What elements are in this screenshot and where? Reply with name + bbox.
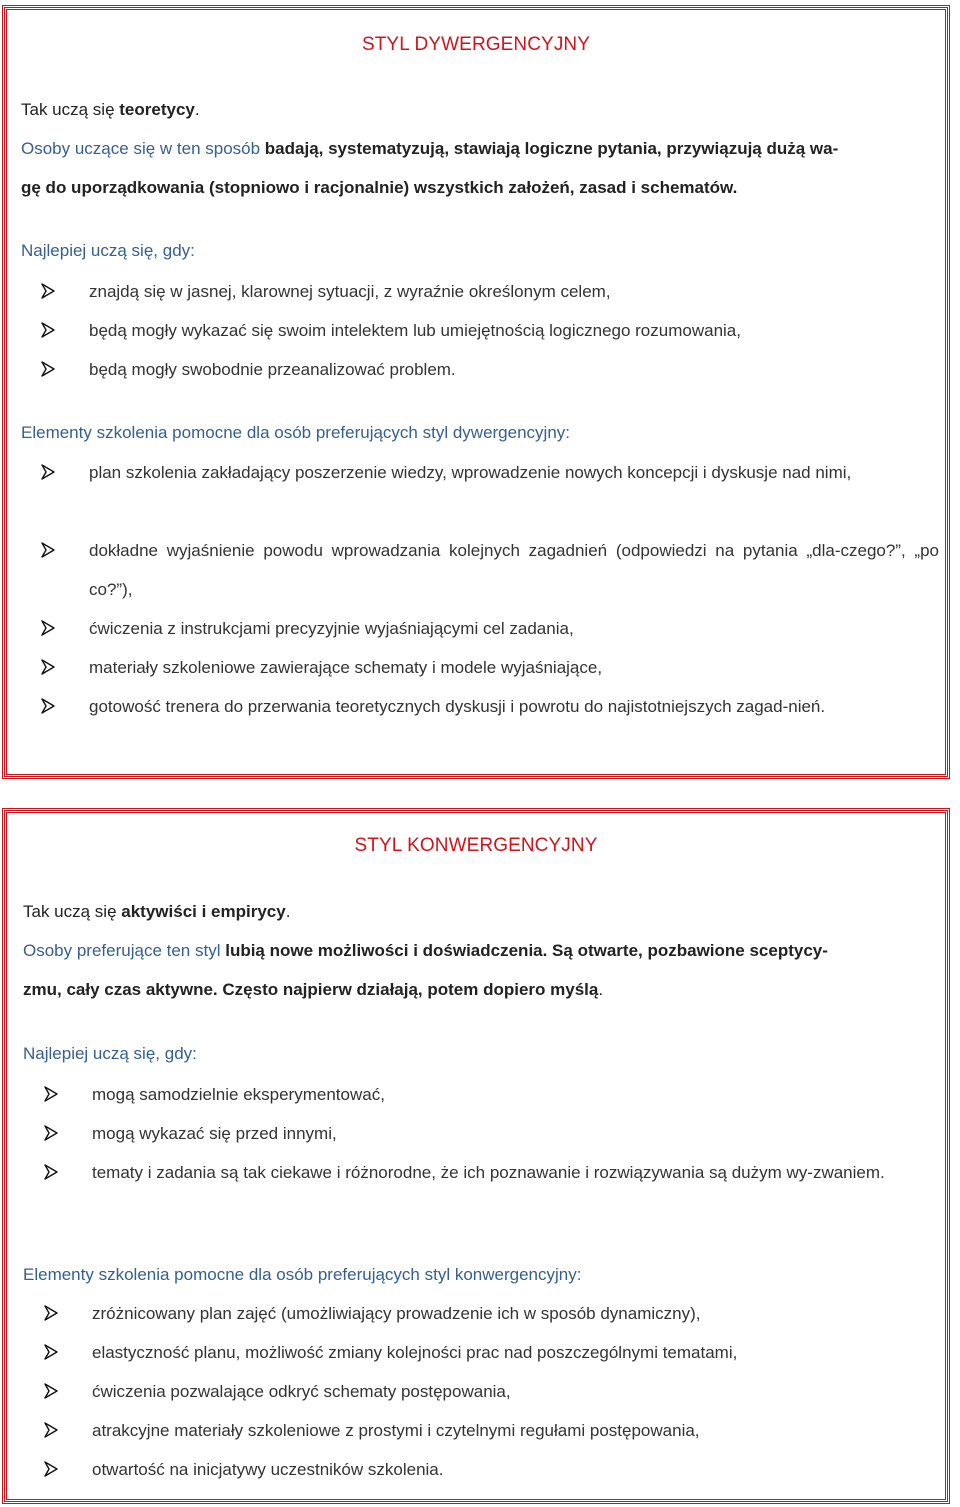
list-item: gotowość trenera do przerwania teoretycznych dyskusji i powrotu do najistotniejszych zagad-nień.: [89, 687, 939, 726]
list-item: ćwiczenia pozwalające odkryć schematy postępowania,: [92, 1372, 942, 1411]
divergent-title: STYL DYWERGENCYJNY: [361, 34, 591, 55]
list-item: znajdą się w jasnej, klarownej sytuacji, z wyraźnie określonym celem,: [89, 272, 939, 311]
list-item: tematy i zadania są tak ciekawe i różnorodne, że ich poznawanie i rozwiązywania są dużym wy-zwaniem.: [92, 1153, 942, 1192]
arrowhead-bullet-icon: [41, 453, 63, 492]
divergent-description-line2: gę do uporządkowania (stopniowo i racjonalnie) wszystkich założeń, zasad i schematów.: [21, 178, 738, 197]
list-item: mogą wykazać się przed innymi,: [92, 1114, 942, 1153]
list-item: otwartość na inicjatywy uczestników szkolenia.: [92, 1450, 942, 1489]
list-item: mogą samodzielnie eksperymentować,: [92, 1075, 942, 1114]
arrowhead-bullet-icon: [44, 1411, 66, 1450]
arrowhead-bullet-icon: [41, 609, 63, 648]
convergent-description-line1: Osoby preferujące ten styl lubią nowe możliwości i doświadczenia. Są otwarte, pozbawione sceptycy-: [23, 941, 828, 960]
arrowhead-bullet-icon: [44, 1372, 66, 1411]
convergent-elements-heading: Elementy szkolenia pomocne dla osób preferujących styl konwergencyjny:: [23, 1265, 582, 1284]
arrowhead-bullet-icon: [44, 1333, 66, 1372]
convergent-title: STYL KONWERGENCYJNY: [354, 835, 598, 856]
list-item: materiały szkoleniowe zawierające schematy i modele wyjaśniające,: [89, 648, 939, 687]
divergent-elements-heading: Elementy szkolenia pomocne dla osób preferujących styl dywergencyjny:: [21, 423, 570, 442]
arrowhead-bullet-icon: [41, 531, 63, 570]
divergent-style-box: [4, 7, 948, 777]
arrowhead-bullet-icon: [44, 1153, 66, 1192]
arrowhead-bullet-icon: [41, 272, 63, 311]
arrowhead-bullet-icon: [44, 1450, 66, 1489]
convergent-best-heading: Najlepiej uczą się, gdy:: [23, 1044, 197, 1063]
arrowhead-bullet-icon: [44, 1075, 66, 1114]
arrowhead-bullet-icon: [44, 1294, 66, 1333]
list-item: ćwiczenia z instrukcjami precyzyjnie wyjaśniającymi cel zadania,: [89, 609, 939, 648]
arrowhead-bullet-icon: [41, 311, 63, 350]
list-item: elastyczność planu, możliwość zmiany kolejności prac nad poszczególnymi tematami,: [92, 1333, 942, 1372]
list-item: plan szkolenia zakładający poszerzenie wiedzy, wprowadzenie nowych koncepcji i dyskusje nad nimi,: [89, 453, 939, 492]
convergent-description-line2: zmu, cały czas aktywne. Często najpierw działają, potem dopiero myślą.: [23, 980, 604, 999]
convergent-style-box: [4, 810, 948, 1502]
list-item: dokładne wyjaśnienie powodu wprowadzania kolejnych zagadnień (odpowiedzi na pytania „dla-czego?”, „po co?”),: [89, 531, 939, 609]
list-item: będą mogły wykazać się swoim intelektem lub umiejętnością logicznego rozumowania,: [89, 311, 939, 350]
convergent-learners: Tak uczą się aktywiści i empirycy.: [23, 902, 291, 921]
arrowhead-bullet-icon: [41, 648, 63, 687]
list-item: zróżnicowany plan zajęć (umożliwiający prowadzenie ich w sposób dynamiczny),: [92, 1294, 942, 1333]
divergent-learners: Tak uczą się teoretycy.: [21, 100, 200, 119]
divergent-description-line1: Osoby uczące się w ten sposób badają, systematyzują, stawiają logiczne pytania, przywiązują dużą wa-: [21, 139, 839, 158]
list-item: będą mogły swobodnie przeanalizować problem.: [89, 350, 939, 389]
list-item: atrakcyjne materiały szkoleniowe z prostymi i czytelnymi regułami postępowania,: [92, 1411, 942, 1450]
divergent-best-heading: Najlepiej uczą się, gdy:: [21, 241, 195, 260]
arrowhead-bullet-icon: [41, 687, 63, 726]
arrowhead-bullet-icon: [41, 350, 63, 389]
arrowhead-bullet-icon: [44, 1114, 66, 1153]
